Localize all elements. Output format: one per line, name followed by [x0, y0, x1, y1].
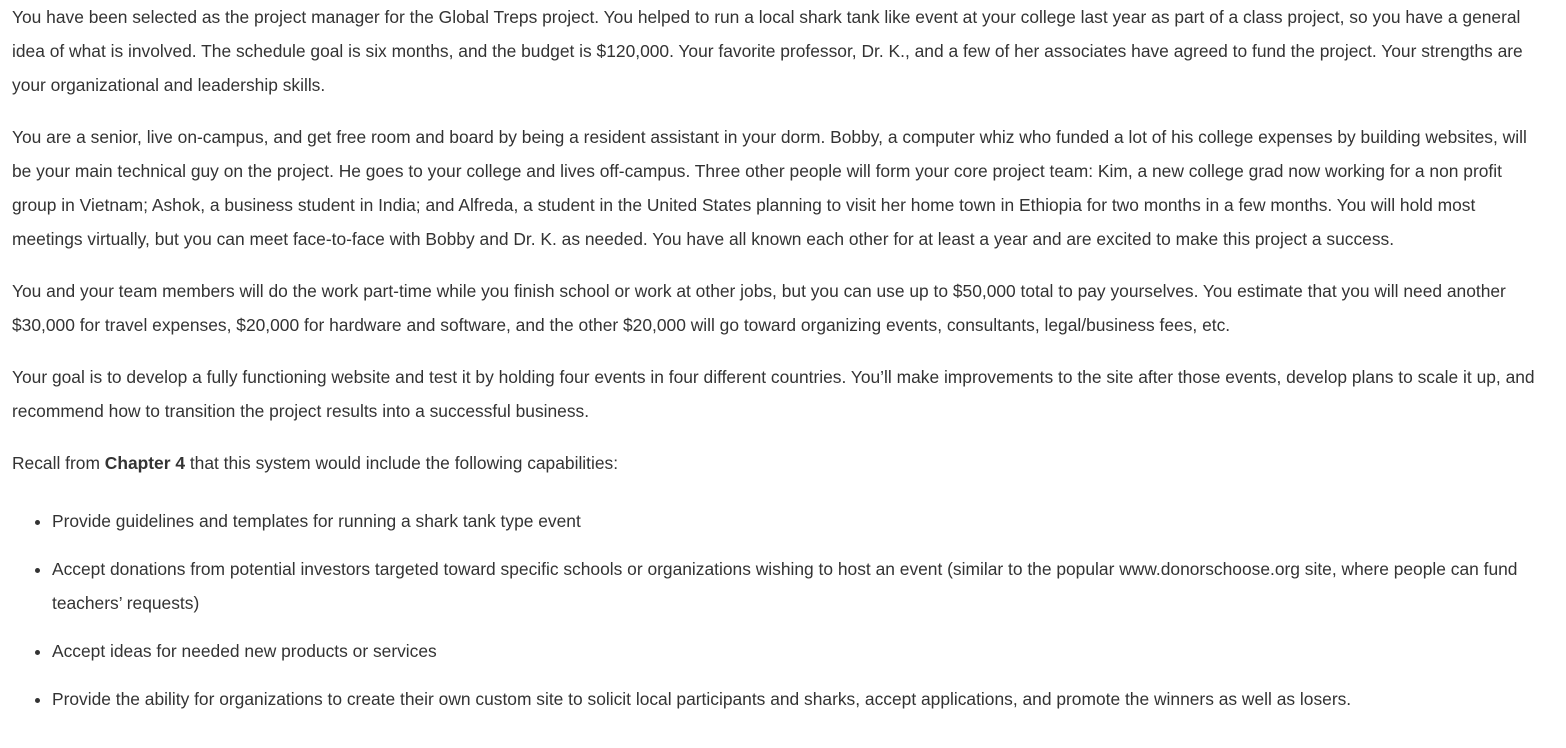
budget-paragraph: You and your team members will do the work part-time while you finish school or work at other jobs, but you can use up to $50,000 total to pay yourselves. You estimate that you will need another $30,000 for travel expenses, $20,000 for hardware and software, and the other $20,000 will go toward organizing events, consultants, legal/business fees, etc.	[12, 281, 1506, 335]
list-item: • Provide guidelines and templates for running a shark tank type event	[52, 504, 1542, 538]
chapter-reference: Chapter 4	[104, 453, 185, 473]
goal-paragraph: Your goal is to develop a fully functioning website and test it by holding four events in four different countries. You’ll make improvements to the site after those events, develop plans to scale it up, and recommend how to transition the project results into a successful business.	[12, 367, 1535, 421]
list-item: • Provide the ability for organizations to create their own custom site to solicit local participants and sharks, accept applications, and promote the winners as well as losers.	[52, 682, 1542, 716]
capabilities-list	[12, 504, 1542, 716]
team-paragraph: You are a senior, live on-campus, and get free room and board by being a resident assistant in your dorm. Bobby, a computer whiz who funded a lot of his college expenses by building websites, will be your main technical guy on the project. He goes to your college and lives off-campus. Three other people will form your core project team: Kim, a new college grad now working for a non profit group in Vietnam; Ashok, a business student in India; and Alfreda, a student in the United States planning to visit her home town in Ethiopia for two months in a few months. You will hold most meetings virtually, but you can meet face-to-face with Bobby and Dr. K. as needed. You have all known each other for at least a year and are excited to make this project a success.	[12, 127, 1527, 249]
recall-suffix: that this system would include the following capabilities:	[185, 453, 619, 473]
intro-paragraph: You have been selected as the project manager for the Global Treps project. You helped to run a local shark tank like event at your college last year as part of a class project, so you have a general idea of what is involved. The schedule goal is six months, and the budget is $120,000. Your favorite professor, Dr. K., and a few of her associates have agreed to fund the project. Your strengths are your organizational and leadership skills.	[12, 7, 1523, 95]
list-item: • Accept donations from potential investors targeted toward specific schools or organizations wishing to host an event (similar to the popular www.donorschoose.org site, where people can fund teachers’ requests)	[52, 552, 1542, 620]
case-study-content	[12, 0, 1542, 730]
recall-prefix: Recall from	[12, 453, 105, 473]
recall-paragraph	[12, 446, 1542, 480]
list-item: • Accept ideas for needed new products or services	[52, 634, 1542, 668]
